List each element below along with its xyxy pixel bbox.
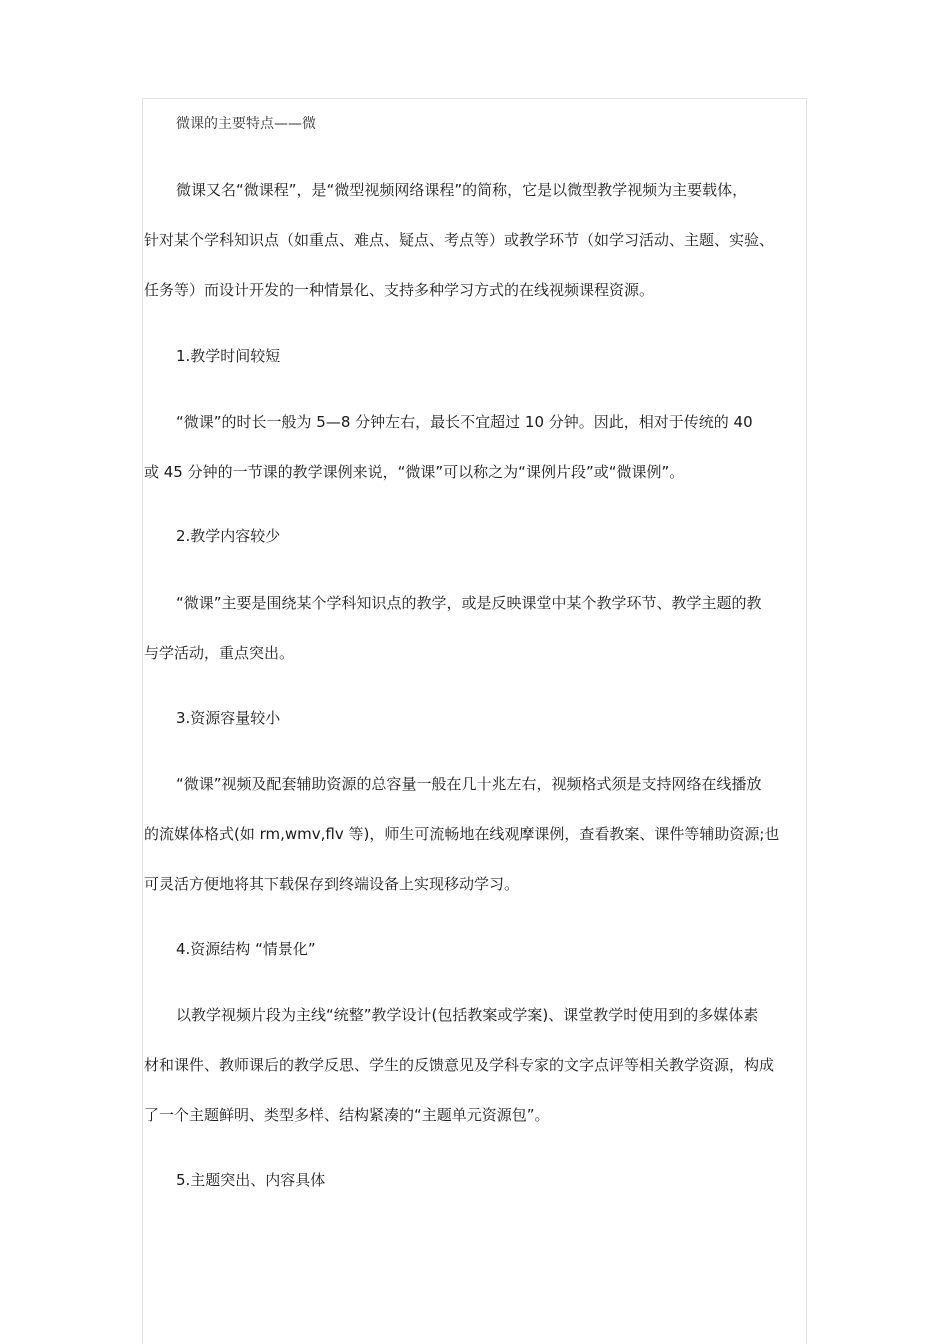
section-1-line-2: 或 45 分钟的一节课的教学课例来说，“微课”可以称之为“课例片段”或“微课例”。 xyxy=(144,463,685,481)
section-4-line-1: 以教学视频片段为主线“统整”教学设计(包括教案或学案)、课堂教学时使用到的多媒体素 xyxy=(176,1006,759,1024)
section-1-line-1: “微课”的时长一般为 5—8 分钟左右，最长不宜超过 10 分钟。因此，相对于传统的 40 xyxy=(176,413,753,431)
section-3-line-3: 可灵活方便地将其下载保存到终端设备上实现移动学习。 xyxy=(144,875,520,893)
section-4-line-3: 了一个主题鲜明、类型多样、结构紧凑的“主题单元资源包”。 xyxy=(144,1106,550,1124)
section-4-line-2: 材和课件、教师课后的教学反思、学生的反馈意见及学科专家的文字点评等相关教学资源，构成 xyxy=(144,1056,775,1074)
section-2-line-1: “微课”主要是围绕某个学科知识点的教学，或是反映课堂中某个教学环节、教学主题的教 xyxy=(176,594,762,612)
section-heading-3: 3.资源容量较小 xyxy=(176,709,281,727)
section-2-line-2: 与学活动，重点突出。 xyxy=(144,644,295,662)
section-heading-5: 5.主题突出、内容具体 xyxy=(176,1171,326,1189)
section-3-line-1: “微课”视频及配套辅助资源的总容量一般在几十兆左右，视频格式须是支持网络在线播放 xyxy=(176,775,762,793)
section-3-line-2: 的流媒体格式(如 rm,wmv,flv 等)，师生可流畅地在线观摩课例，查看教案、课件等辅助资源;也 xyxy=(144,825,780,843)
intro-line-1: 微课又名“微课程”，是“微型视频网络课程”的简称，它是以微型教学视频为主要载体， xyxy=(176,181,748,199)
intro-line-3: 任务等）而设计开发的一种情景化、支持多种学习方式的在线视频课程资源。 xyxy=(144,281,655,299)
intro-line-2: 针对某个学科知识点（如重点、难点、疑点、考点等）或教学环节（如学习活动、主题、实验、 xyxy=(144,231,775,249)
document-title: 微课的主要特点——微 xyxy=(176,116,316,132)
section-heading-2: 2.教学内容较少 xyxy=(176,527,281,545)
section-heading-4: 4.资源结构 “情景化” xyxy=(176,940,316,958)
section-heading-1: 1.教学时间较短 xyxy=(176,347,281,365)
